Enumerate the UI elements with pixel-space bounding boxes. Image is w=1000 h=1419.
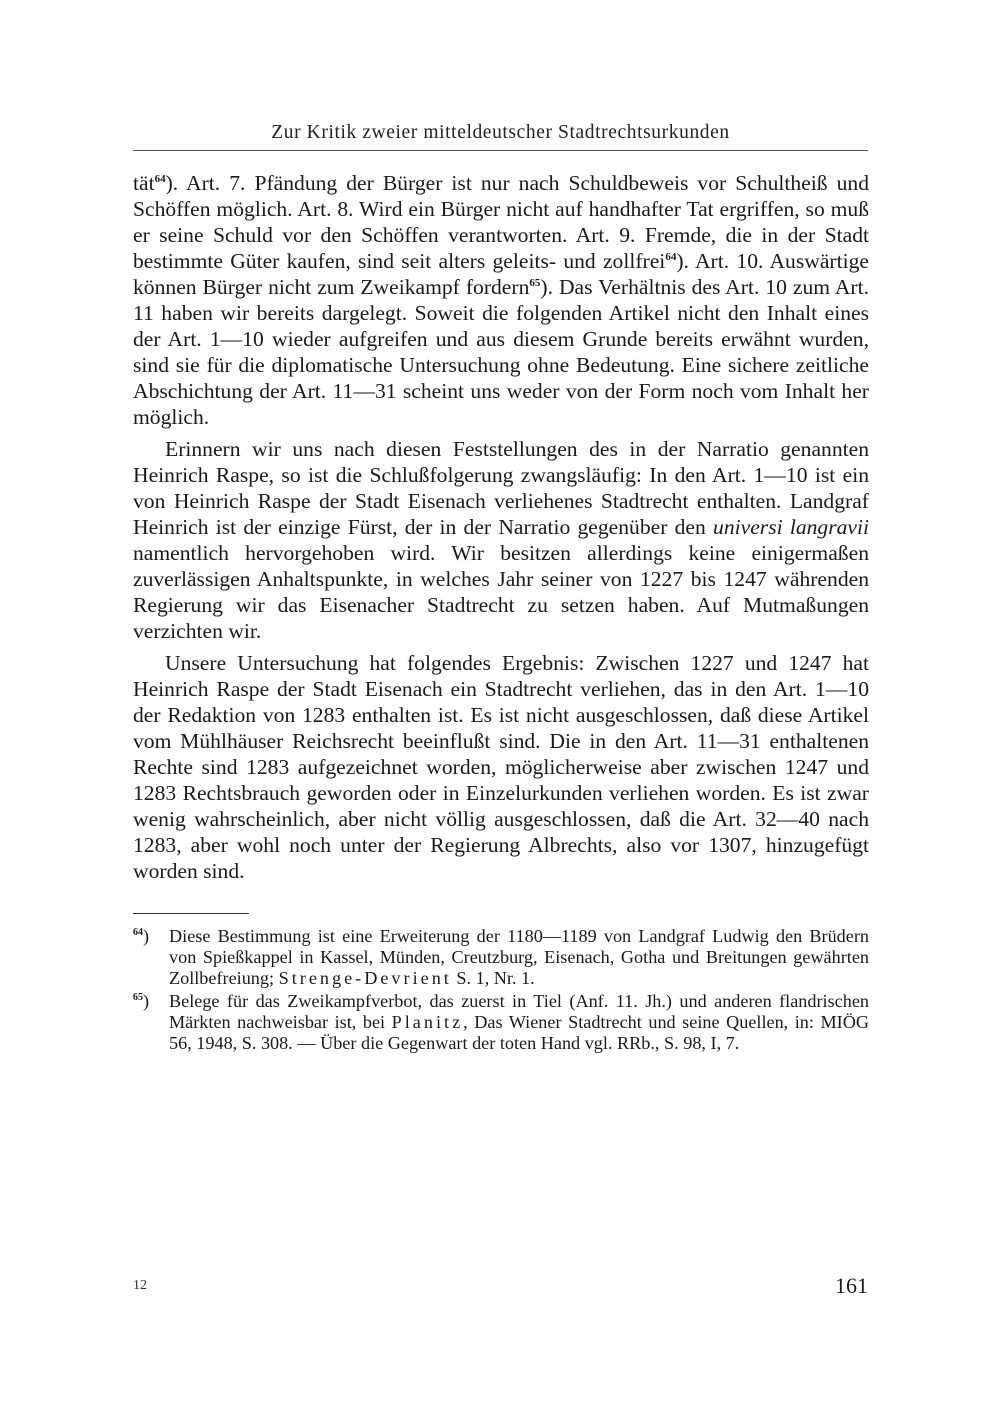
paragraph-1-text-b: ). Art. 7. Pfändung der Bürger ist nur nach Schuldbeweis vor Schultheiß und Schöffen möglich. Art. 8. Wird ein Bürger nicht auf handhafter Tat ergriffen, so muß er seine Schuld vor den Schöffen verantworten. Art. 9. Fremde, die in der Stadt bestimmte Güter kaufen, sind seit alters geleits- und zollfrei xyxy=(133,171,869,273)
paragraph-1 xyxy=(133,170,869,430)
footnote-rule xyxy=(133,913,249,914)
footnote-64-text-a: Diese Bestimmung ist eine Erweiterung der 1180—1189 von Landgraf Ludwig den Brüdern von Spießkappel in Kassel, Münden, Creutzburg, Eisenach, Gotha und Breitungen gewährten Zollbefreiung; xyxy=(169,926,869,988)
paragraph-2-text-a: Erinnern wir uns nach diesen Feststellungen des in der Narratio genannten Heinrich Raspe, so ist die Schlußfolgerung zwangsläufig: In den Art. 1—10 ist ein von Heinrich Raspe der Stadt Eisenach verliehenes Stadtrecht enthalten. Landgraf Heinrich ist der einzige Fürst, der in der Narratio gegenüber den xyxy=(133,437,869,539)
paragraph-3: Unsere Untersuchung hat folgendes Ergebnis: Zwischen 1227 und 1247 hat Heinrich Raspe der Stadt Eisenach ein Stadtrecht verliehen, das in den Art. 1—10 der Redaktion von 1283 enthalten ist. Es ist nicht ausgeschlossen, daß diese Artikel vom Mühlhäuser Reichsrecht beeinflußt sind. Die in den Art. 11—31 enthaltenen Rechte sind 1283 aufgezeichnet worden, möglicherweise aber zwischen 1247 und 1283 Rechtsbrauch geworden oder in Einzelurkunden verliehen worden. Es ist zwar wenig wahrscheinlich, aber nicht völlig ausgeschlossen, daß die Art. 32—40 nach 1283, aber wohl noch unter der Regierung Albrechts, also vor 1307, hinzugefügt worden sind. xyxy=(133,651,869,883)
footnote-64-text-b: S. 1, Nr. 1. xyxy=(451,968,535,988)
footnote-ref-64[interactable]: 64 xyxy=(154,173,166,185)
paragraph-1-text-d: ). Das Verhältnis des Art. 10 zum Art. 11 haben wir bereits dargelegt. Soweit die folgenden Artikel nicht den Inhalt eines der Art. 1—10 wieder aufgreifen und aus diesem Grunde bereits erwähnt wurden, sind sie für die diplomatische Untersuchung ohne Bedeutung. Eine sichere zeitliche Abschichtung der Art. 11—31 scheint uns weder von der Form noch vom Inhalt her möglich. xyxy=(133,275,869,429)
footnote-65 xyxy=(133,991,869,1054)
header-rule xyxy=(133,150,868,151)
footnote-64-number: 64 xyxy=(133,927,143,938)
signature-mark: 12 xyxy=(133,1278,147,1293)
footnote-64-author: Strenge-Devrient xyxy=(278,968,452,988)
page-number: 161 xyxy=(835,1273,868,1298)
running-header: Zur Kritik zweier mitteldeutscher Stadtrechtsurkunden xyxy=(271,122,730,143)
footnote-marker-65 xyxy=(133,991,149,1012)
paragraph-1-text-a: tät xyxy=(133,171,155,195)
footnote-ref-65[interactable]: 65 xyxy=(529,277,541,289)
footnote-64 xyxy=(133,926,869,989)
paragraph-2-text-b: namentlich hervorgehoben wird. Wir besitzen allerdings keine einigermaßen zuverlässigen Anhaltspunkte, in welches Jahr seiner von 1227 bis 1247 währenden Regierung wir das Eisenacher Stadtrecht zu setzen haben. Auf Mutmaßungen verzichten wir. xyxy=(133,541,869,643)
footnote-65-text-a: Belege für das Zweikampfverbot, das zuerst in Tiel (Anf. 11. Jh.) und anderen flandrischen Märkten nachweisbar ist, bei xyxy=(169,991,869,1032)
paragraph-1-text-c: ). Art. 10. Auswärtige können Bürger nicht zum Zweikampf fordern xyxy=(133,249,869,299)
paragraph-2-italic: universi langravii xyxy=(713,515,869,539)
footnotes xyxy=(133,926,869,1056)
paragraph-2 xyxy=(133,436,869,644)
footnote-65-number: 65 xyxy=(133,992,143,1003)
footnote-marker-64 xyxy=(133,926,149,947)
footnote-65-text-b: , Das Wiener Stadtrecht und seine Quellen, in: MIÖG 56, 1948, S. 308. — Über die Gegenwart der toten Hand vgl. RRb., S. 98, I, 7. xyxy=(169,1012,869,1053)
footnote-64-paren: ) xyxy=(143,926,150,946)
footnote-65-author: Planitz xyxy=(391,1012,464,1032)
main-text xyxy=(133,170,869,890)
footnote-65-paren: ) xyxy=(143,991,150,1011)
footnote-ref-64b[interactable]: 64 xyxy=(665,251,677,263)
